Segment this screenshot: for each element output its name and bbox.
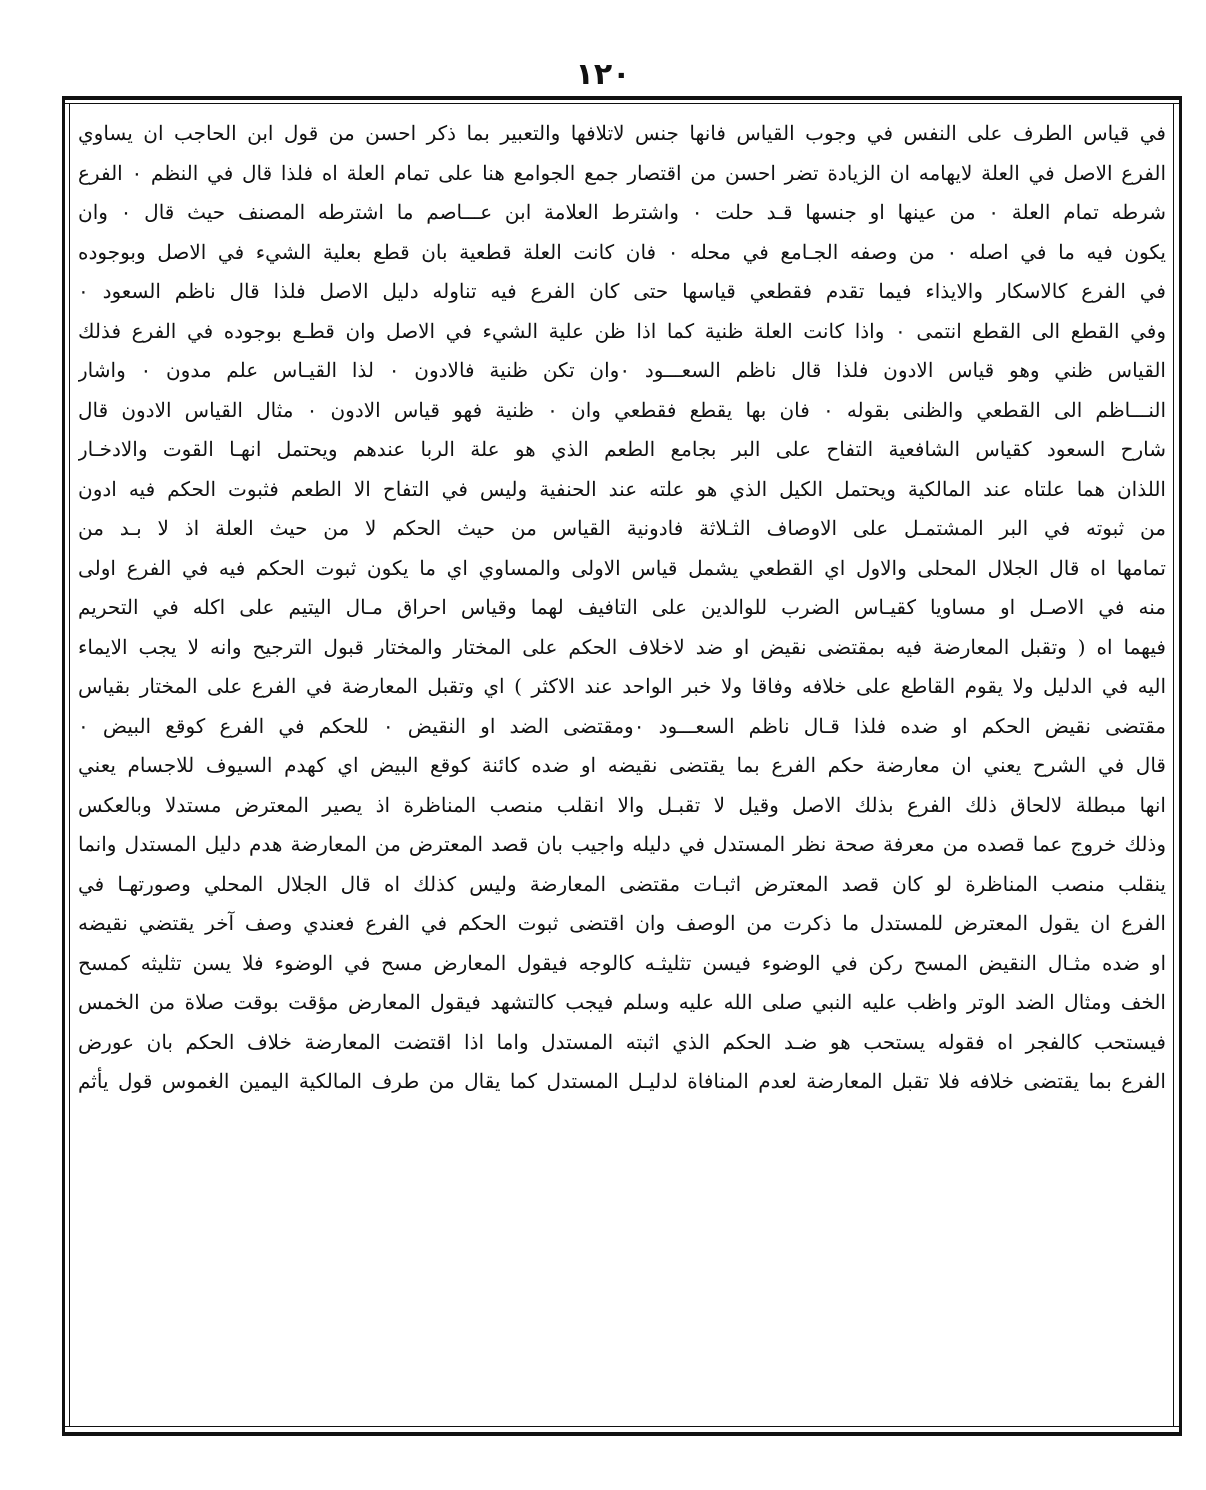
text-line: الفرع بما يقتضى خلافه فلا تقبل المعارضة لعدم المنافاة لدليـل المستدل كما يقال من طرف المالكية اليمين الغموس قول يأثم bbox=[78, 1069, 1166, 1093]
text-line: انها مبطلة لالحاق ذلك الفرع بذلك الاصل وقيل لا تقبـل والا انقلب منصب المناظرة اذ يصير المعترض مستدلا وبالعكس bbox=[78, 792, 1166, 817]
text-line: اللذان هما علتاه عند المالكية ويحتمل الكيل الذي هو علته عند الحنفية وليس في التفاح الا الطعم فثبوت الحكم فيه ادون bbox=[78, 476, 1166, 501]
right-thin-border bbox=[1173, 103, 1174, 1427]
page-number: ١٢٠ bbox=[575, 57, 631, 92]
text-line: اليه في الدليل ولا يقوم القاطع على خلافه وفاقا ولا خبر الواحد عند الاكثر ) اي وتقبل المعارضة في الفرع على المختار بقياس bbox=[78, 674, 1166, 698]
text-line: شرطه تمام العلة ٠ من عينها او جنسها قـد حلت ٠ واشترط العلامة ابن عـــاصم ما اشترطه المصنف حيث قال ٠ وان bbox=[78, 200, 1166, 224]
text-line: ينقلب منصب المناظرة لو كان قصد المعترض اثبـات مقتضى المعارضة وليس كذلك اه قال الجلال المحلي وصورتهـا في bbox=[78, 871, 1166, 896]
text-line: في الفرع كالاسكار والايذاء فيما تقدم فقطعي قياسها حتى كان الفرع فيه تناوله دليل الاصل فلذا قال ناظم السعود ٠ bbox=[78, 279, 1166, 303]
bottom-thin-rule bbox=[62, 1426, 1182, 1427]
text-line: قال في الشرح يعني ان معارضة حكم الفرع بما يقتضى نقيضه او ضده كائنة كوقع البيض اي كهدم السيوف للاجسام يعني bbox=[78, 753, 1166, 777]
left-thin-border bbox=[69, 103, 70, 1427]
text-line: تمامها اه قال الجلال المحلى والاول اي القطعي يشمل قياس الاولى والمساوي اي ما يكون ثبوت الحكم فيه في الفرع اولى bbox=[78, 555, 1166, 580]
text-line: مقتضى نقيض الحكم او ضده فلذا قـال ناظم السعـــود ٠ومقتضى الضد او النقيض ٠ للحكم في الفرع كوقع البيض ٠ bbox=[78, 713, 1166, 738]
text-line: او ضده مثـال النقيض المسح ركن في الوضوء فيسن تثليثـه كالوجه فيقول المعارض مسح في الوضوء فلا يسن تثليثه كمسح bbox=[78, 950, 1166, 975]
text-line: وفي القطع الى القطع انتمى ٠ واذا كانت العلة ظنية كما اذا ظن علية الشيء في الاصل وان قطـع بوجوده في الفرع فذلك bbox=[78, 318, 1166, 343]
text-line: النـــاظم الى القطعي والظنى بقوله ٠ فان بها يقطع فقطعي وان ٠ ظنية فهو قياس الادون ٠ مثال القياس الادون قال bbox=[78, 397, 1166, 422]
top-thick-rule bbox=[62, 96, 1182, 100]
text-line: الخف ومثال الضد الوتر واظب عليه النبي صلى الله عليه وسلم فيجب كالتشهد فيقول المعارض مؤقت بوقت صلاة من الخمس bbox=[78, 990, 1166, 1014]
bottom-thick-rule bbox=[62, 1432, 1182, 1436]
text-line: من ثبوته في البر المشتمـل على الاوصاف الثـلاثة فادونية القياس من حيث الحكم لا من حيث العلة اذ لا بـد من bbox=[78, 516, 1166, 540]
text-line: وذلك خروج عما قصده من معرفة صحة نظر المستدل في دليله واجيب بان قصد المعترض من المعارضة هدم دليل المستدل وانما bbox=[78, 832, 1166, 856]
text-line: فيستحب كالفجر اه فقوله يستحب هو ضـد الحكم الذي اثبته المستدل واما اذا اقتضت المعارضة خلاف الحكم بان عورض bbox=[78, 1029, 1166, 1054]
text-line: الفرع ان يقول المعترض للمستدل ما ذكرت من الوصف وان اقتضى ثبوت الحكم في الفرع فعندي وصف آخر يقتضي نقيضه bbox=[78, 911, 1166, 935]
left-thick-border bbox=[62, 96, 65, 1436]
text-line: شارح السعود كقياس الشافعية التفاح على البر بجامع الطعم الذي هو علة الربا عندهم ويحتمل انهـا القوت والادخـار bbox=[78, 437, 1166, 461]
right-thick-border bbox=[1179, 96, 1182, 1436]
text-line: يكون فيه ما في اصله ٠ من وصفه الجـامع في محله ٠ فان كانت العلة قطعية بان قطع بعلية الشيء في الاصل وبوجوده bbox=[78, 239, 1166, 264]
text-line: فيهما اه ( وتقبل المعارضة فيه بمقتضى نقيض او ضد لاخلاف الحكم على المختار والمختار قبول الترجيح وانه لا يجب الايماء bbox=[78, 634, 1166, 659]
text-line: القياس ظني وهو قياس الادون فلذا قال ناظم السعـــود ٠وان تكن ظنية فالادون ٠ لذا القيـاس علم مدون ٠ واشار bbox=[78, 358, 1166, 382]
top-thin-rule bbox=[62, 103, 1182, 104]
page-body-text bbox=[78, 114, 1166, 1420]
text-line: الفرع الاصل في العلة لايهامه ان الزيادة تضر احسن من اقتصار جمع الجوامع هنا على تمام العلة اه فلذا قال في النظم ٠ الفرع bbox=[78, 160, 1166, 185]
text-line: في قياس الطرف على النفس في وجوب القياس فانها جنس لاتلافها والتعبير بما ذكر احسن من قول ابن الحاجب ان يساوي bbox=[78, 121, 1166, 145]
text-line: منه في الاصـل او مساويا كقيـاس الضرب للوالدين على التافيف لهما وقياس احراق مـال اليتيم على اكله في التحريم bbox=[78, 595, 1166, 619]
